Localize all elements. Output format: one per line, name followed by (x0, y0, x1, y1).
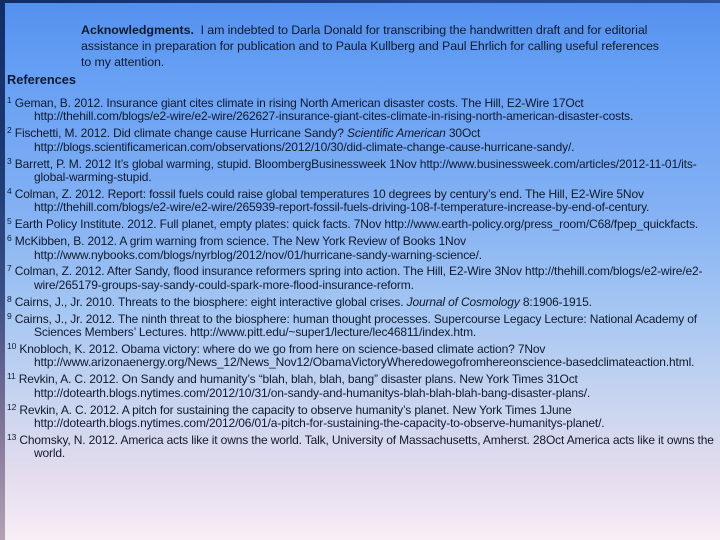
references-heading: References (7, 72, 77, 87)
reference-text: McKibben, B. 2012. A grim warning from science. The New York Review of Books 1Nov http://www.nybooks.com/blogs/nyrblog/2012/nov/01/hurricane-sandy-warning-science/. (14, 234, 482, 262)
reference-number: 3 (7, 155, 12, 166)
reference-number: 13 (7, 431, 17, 442)
acknowledgments-text: I am indebted to Darla Donald for transcribing the handwritten draft and for editorial assistance in preparation for publication and to Paula Kullberg and Paul Ehrlich for calling useful references to my attention. (81, 23, 659, 69)
reference-item (7, 185, 715, 215)
reference-text: 8:1906-1915. (519, 294, 592, 309)
acknowledgments-label: Acknowledgments. (81, 23, 194, 38)
reference-number: 6 (7, 233, 12, 244)
reference-item (7, 218, 715, 231)
reference-text: Earth Policy Institute. 2012. Full planet, empty plates: quick facts. 7Nov http://www.earth-policy.org/press_room/C68/fpep_quickfacts. (14, 217, 699, 232)
reference-item (7, 310, 715, 340)
reference-text: Chomsky, N. 2012. America acts like it owns the world. Talk, University of Massachusetts, Amherst. 28Oct America acts like it owns the world. (19, 432, 714, 461)
reference-text: Revkin, A. C. 2012. On Sandy and humanity’s “blah, blah, blah, bang” disaster plans. New York Times 31Oct http://dotearth.blogs.nytimes.com/2012/10/31/on-sandy-and-humanitys-blah-blah-blah-bang-disaster-plans/. (18, 372, 591, 400)
reference-item (7, 293, 715, 309)
references-list (7, 97, 715, 464)
slide-top-edge (0, 0, 720, 3)
reference-number: 1 (7, 95, 12, 105)
reference-number: 10 (7, 341, 17, 351)
reference-item (7, 127, 715, 154)
reference-text: 30Oct http://blogs.scientificamerican.com/observations/2012/10/30/did-climate-change-cause-hurricane-sandy/. (34, 126, 575, 154)
reference-number: 12 (7, 401, 17, 412)
reference-text: Fischetti, M. 2012. Did climate change cause Hurricane Sandy? (14, 126, 347, 141)
reference-item (7, 401, 715, 431)
reference-text: Colman, Z. 2012. Report: fossil fuels could raise global temperatures 10 degrees by century’s end. The Hill, E2-Wire 5Nov http://thehill.com/blogs/e2-wire/e2-wire/265939-report-fossil-fuels-driving-108-f-temperature-increase-by-end-of-century. (14, 186, 650, 215)
acknowledgments-paragraph (81, 23, 667, 70)
reference-number: 11 (7, 371, 16, 382)
reference-number: 4 (7, 185, 12, 196)
reference-item (7, 265, 715, 292)
reference-number: 7 (7, 263, 12, 274)
reference-text: Revkin, A. C. 2012. A pitch for sustaining the capacity to observe humanity’s planet. New York Times 1June http://dotearth.blogs.nytimes.com/2012/06/01/a-pitch-for-sustaining-the-capacity-to-observe-humanitys-planet/. (19, 402, 605, 431)
reference-text: Colman, Z. 2012. After Sandy, flood insurance reformers spring into action. The Hill, E2-Wire 3Nov http://thehill.com/blogs/e2-wire/e2-wire/265179-groups-say-sandy-could-spark-more-flood-insurance-reform. (14, 264, 703, 292)
reference-number: 2 (7, 125, 12, 136)
reference-text: Barrett, P. M. 2012 It’s global warming, stupid. BloombergBusinessweek 1Nov http://www.businessweek.com/articles/2012-11-01/its-global-warming-stupid. (14, 156, 697, 185)
reference-number: 5 (7, 216, 12, 227)
reference-text: Cairns, J., Jr. 2010. Threats to the biosphere: eight interactive global crises. (14, 294, 407, 309)
reference-item (7, 343, 715, 370)
reference-item (7, 97, 715, 124)
reference-item (7, 431, 715, 461)
reference-item (7, 373, 715, 400)
reference-number: 8 (7, 293, 12, 304)
reference-journal-title: Scientific American (346, 126, 446, 141)
reference-journal-title: Journal of Cosmology (406, 294, 520, 309)
reference-item (7, 235, 715, 262)
reference-text: Cairns, J., Jr. 2012. The ninth threat to the biosphere: human thought processes. Supercourse Legacy Lecture: National Academy of Sciences Members’ Lectures. http://www.pitt.edu/~super1/lecture/lec46811/index.htm. (14, 311, 697, 340)
reference-text: Geman, B. 2012. Insurance giant cites climate in rising North American disaster costs. The Hill, E2-Wire 17Oct http://thehill.com/blogs/e2-wire/e2-wire/262627-insurance-giant-cites-climate-in-rising-north-american-disaster-costs. (14, 96, 634, 124)
slide-left-edge (0, 0, 5, 540)
reference-item (7, 155, 715, 185)
reference-text: Knobloch, K. 2012. Obama victory: where do we go from here on science-based climate action? 7Nov http://www.arizonaenergy.org/News_12/News_Nov12/ObamaVictoryWheredowegofromhereonscience-basedclimateaction.html. (19, 342, 695, 370)
reference-number: 9 (7, 310, 12, 321)
